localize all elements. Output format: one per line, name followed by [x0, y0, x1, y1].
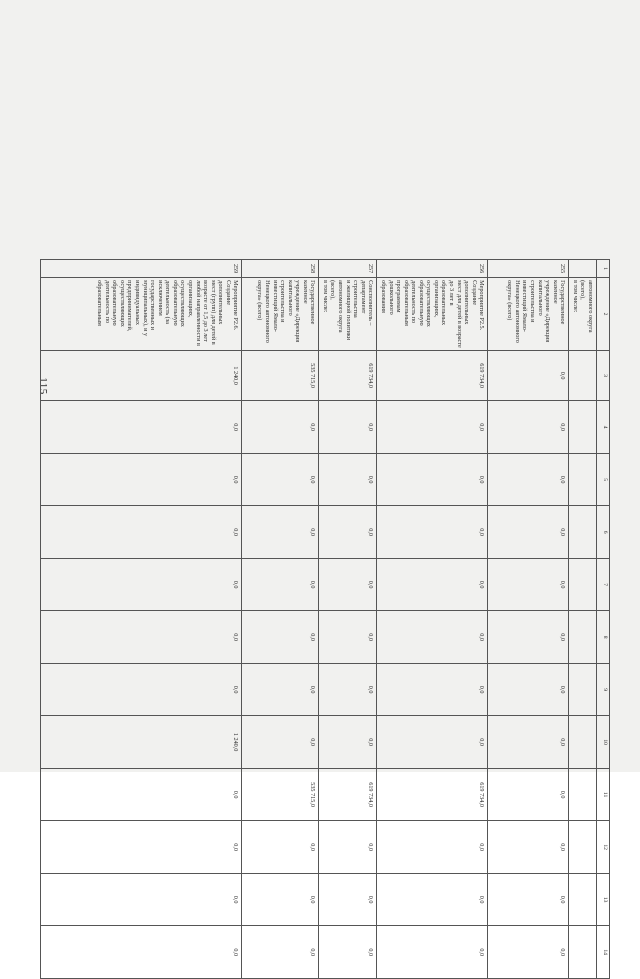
cell-value: 0,0: [41, 926, 242, 979]
cell-value: 0,0: [242, 453, 319, 506]
column-number-row: [597, 260, 610, 979]
row-number: 255: [488, 260, 569, 278]
cell-value: 0,0: [319, 926, 377, 979]
column-header: 11: [597, 768, 610, 821]
table-row: [488, 260, 569, 979]
cell-value: 1 240,0: [41, 350, 242, 400]
cell-value: 0,0: [41, 768, 242, 821]
column-header: 7: [597, 558, 610, 611]
cell-value: 0,0: [488, 611, 569, 664]
cell-value: 0,0: [319, 506, 377, 559]
table-row: [41, 260, 242, 979]
cell-value: 0,0: [242, 821, 319, 874]
row-description: Мероприятие Р2.5. Создание дополнительных мест для детей в возрасте до 3 лет в образовательных организациях, осуществляющих образовательную деятельность по образовательным программам дошкольного образования: [377, 278, 488, 351]
cell-value: 0,0: [377, 611, 488, 664]
page-number: 115: [36, 377, 49, 395]
cell-value: 619 734,0: [377, 350, 488, 400]
cell-value: 1 240,0: [41, 716, 242, 769]
row-number: 259: [41, 260, 242, 278]
cell-value: 0,0: [377, 873, 488, 926]
cell-value: 0,0: [377, 716, 488, 769]
cell-value: 0,0: [242, 558, 319, 611]
cell-value: 0,0: [319, 558, 377, 611]
cell-value: 0,0: [319, 873, 377, 926]
cell-value: 0,0: [41, 821, 242, 874]
cell-value: 0,0: [319, 663, 377, 716]
column-header: 6: [597, 506, 610, 559]
budget-table: [40, 259, 610, 979]
cell-value: 0,0: [242, 926, 319, 979]
row-number: 258: [242, 260, 319, 278]
cell-value: 0,0: [488, 716, 569, 769]
row-description: Мероприятие Р2.6. Создание дополнительных мест (групп) для детей в возрасте от 1,5 до 3 лет любой направленности в организациях, осуществляющих образовательную деятельность (за исключением государственных и муниципальных), и у индивидуальных предпринимателей, осуществляющих образовательную деятельность по образовательным: [41, 278, 242, 351]
cell-value: 0,0: [377, 453, 488, 506]
cell-value: 0,0: [319, 716, 377, 769]
table-row: [377, 260, 488, 979]
cell-value: 0,0: [377, 663, 488, 716]
cell-value: 0,0: [488, 821, 569, 874]
continuation-row: [569, 260, 597, 979]
row-number: 257: [319, 260, 377, 278]
cell-value: 0,0: [242, 506, 319, 559]
cell-value: 0,0: [377, 401, 488, 454]
cell-value: 0,0: [242, 873, 319, 926]
table-row: [242, 260, 319, 979]
cell-value: 0,0: [242, 401, 319, 454]
cell-value: 0,0: [377, 506, 488, 559]
cell-value: 0,0: [41, 453, 242, 506]
cell-value: 0,0: [377, 558, 488, 611]
cell-value: 0,0: [41, 558, 242, 611]
budget-table-rotated: [94, 259, 610, 979]
cell-value: 0,0: [319, 453, 377, 506]
column-header: 3: [597, 350, 610, 400]
cell-value: 0,0: [242, 611, 319, 664]
cell-value: 0,0: [377, 821, 488, 874]
cell-value: 535 715,0: [242, 350, 319, 400]
cell-value: 0,0: [377, 926, 488, 979]
column-header: 14: [597, 926, 610, 979]
cell-value: 0,0: [41, 663, 242, 716]
cell-value: 619 734,0: [377, 768, 488, 821]
column-header: 9: [597, 663, 610, 716]
column-header: 1: [597, 260, 610, 278]
cell-value: 0,0: [319, 611, 377, 664]
cell-value: 0,0: [488, 768, 569, 821]
column-header: 10: [597, 716, 610, 769]
column-header: 13: [597, 873, 610, 926]
cell-value: 619 734,0: [319, 350, 377, 400]
cell-value: 0,0: [41, 401, 242, 454]
row-description: Государственное казенное учреждение «Дирекция капитального строительства и инвестиций Ямало- Ненецкого автономного округа» (всего): [242, 278, 319, 351]
cell-value: 0,0: [41, 506, 242, 559]
column-header: 5: [597, 453, 610, 506]
cell-value: 0,0: [488, 506, 569, 559]
cell-value: 0,0: [488, 453, 569, 506]
row-description: Государственное казенное учреждение «Дирекция капитального строительства и инвестиций Ямало- Ненецкого автономного округа» (всего): [488, 278, 569, 351]
cell-value: 0,0: [488, 558, 569, 611]
table-row: [319, 260, 377, 979]
cell-value: 0,0: [488, 926, 569, 979]
cell-value: 0,0: [41, 873, 242, 926]
cell-value: 0,0: [319, 401, 377, 454]
cell-value: 0,0: [488, 663, 569, 716]
column-header: 2: [597, 278, 610, 351]
cell-value: 0,0: [488, 350, 569, 400]
continuation-text: автономного округа (всего), в том числе:: [569, 278, 597, 351]
cell-value: 619 734,0: [319, 768, 377, 821]
column-header: 8: [597, 611, 610, 664]
cell-value: 0,0: [488, 873, 569, 926]
cell-value: 0,0: [242, 663, 319, 716]
column-header: 4: [597, 401, 610, 454]
cell-value: 0,0: [488, 401, 569, 454]
cell-value: 0,0: [41, 611, 242, 664]
cell-value: 0,0: [319, 821, 377, 874]
column-header: 12: [597, 821, 610, 874]
row-number: 256: [377, 260, 488, 278]
row-description: Соисполнитель – департамент строительства и жилищной политики автономного округа (всего), в том числе:: [319, 278, 377, 351]
cell-value: 535 715,0: [242, 768, 319, 821]
cell-value: 0,0: [242, 716, 319, 769]
